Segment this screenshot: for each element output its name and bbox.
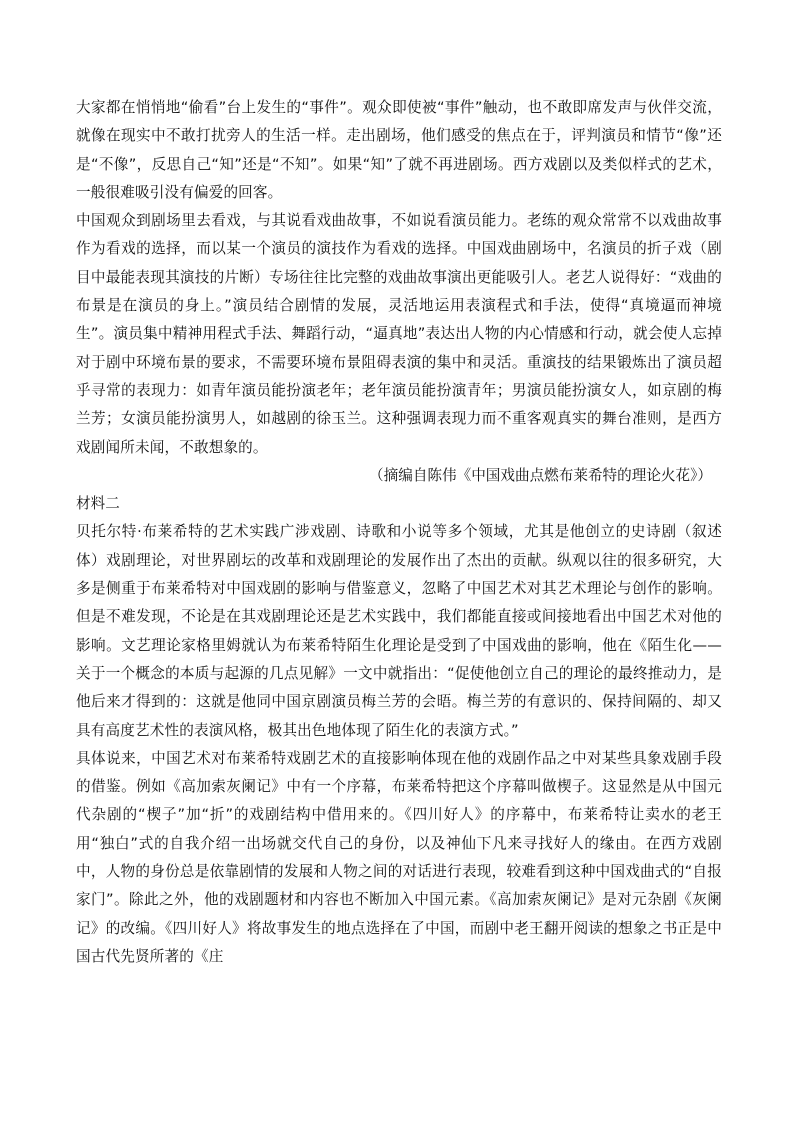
document-page bbox=[76, 94, 722, 971]
paragraph-chinese-opera-acting: 中国观众到剧场里去看戏，与其说看戏曲故事，不如说看演员能力。老练的观众常常不以戏曲故事作为看戏的选择，而以某一个演员的演技作为看戏的选择。中国戏曲剧场中，名演员的折子戏（剧目中最能表现其演技的片断）专场往往比完整的戏曲故事演出更能吸引人。老艺人说得好：“戏曲的布景是在演员的身上。”演员结合剧情的发展，灵活地运用表演程式和手法，使得“真境逼而神境生”。演员集中精神用程式手法、舞蹈行动，“逼真地”表达出人物的内心情感和行动，就会使人忘掉对于剧中环境布景的要求，不需要环境布景阻碍表演的集中和灵活。重演技的结果锻炼出了演员超乎寻常的表现力：如青年演员能扮演老年；老年演员能扮演青年；男演员能扮演女人，如京剧的梅兰芳；女演员能扮演男人，如越剧的徐玉兰。这种强调表现力而不重客观真实的舞台准则，是西方戏剧闻所未闻，不敢想象的。 bbox=[76, 212, 722, 456]
paragraph-brecht-theory: 贝托尔特·布莱希特的艺术实践广涉戏剧、诗歌和小说等多个领域，尤其是他创立的史诗剧（叙述体）戏剧理论，对世界剧坛的改革和戏剧理论的发展作出了杰出的贡献。纵观以往的很多研究，大多是侧重于布莱希特对中国戏剧的影响与借鉴意义，忽略了中国艺术对其艺术理论与创作的影响。但是不难发现，不论是在其戏剧理论还是艺术实践中，我们都能直接或间接地看出中国艺术对他的影响。文艺理论家格里姆就认为布莱希特陌生化理论是受到了中国戏曲的影响，他在《陌生化——关于一个概念的本质与起源的几点见解》一文中就指出：“促使他创立自己的理论的最终推动力，是他后来才得到的：这就是他同中国京剧演员梅兰芳的会晤。梅兰芳的有意识的、保持间隔的、却又具有高度艺术性的表演风格，极其出色地体现了陌生化的表演方式。” bbox=[76, 523, 722, 739]
paragraph-theater-audience: 大家都在悄悄地“偷看”台上发生的“事件”。观众即使被“事件”触动，也不敢即席发声与伙伴交流，就像在现实中不敢打扰旁人的生活一样。走出剧场，他们感受的焦点在于，评判演员和情节“像”还是“不像”，反思自己“知”还是“不知”。如果“知”了就不再进剧场。西方戏剧以及类似样式的艺术，一般很难吸引没有偏爱的回客。 bbox=[76, 99, 722, 201]
paragraph-brecht-chinese-influence: 具体说来，中国艺术对布莱希特戏剧艺术的直接影响体现在他的戏剧作品之中对某些具象戏剧手段的借鉴。例如《高加索灰阑记》中有一个序幕，布莱希特把这个序幕叫做楔子。这显然是从中国元代杂剧的“楔子”加“折”的戏剧结构中借用来的。《四川好人》的序幕中，布莱希特让卖水的老王用“独白”式的自我介绍一出场就交代自己的身份，以及神仙下凡来寻找好人的缘由。在西方戏剧中，人物的身份总是依靠剧情的发展和人物之间的对话进行表现，较难看到这种中国戏曲式的“自报家门”。除此之外，他的戏剧题材和内容也不断加入中国元素。《高加索灰阑记》是对元杂剧《灰阑记》的改编。《四川好人》将故事发生的地点选择在了中国，而剧中老王翻开阅读的想象之书正是中国古代先贤所著的《庄 bbox=[76, 749, 722, 965]
source-citation: （摘编自陈伟《中国戏曲点燃布莱希特的理论火花》） bbox=[369, 466, 712, 484]
section-heading-material-2: 材料二 bbox=[76, 495, 120, 513]
